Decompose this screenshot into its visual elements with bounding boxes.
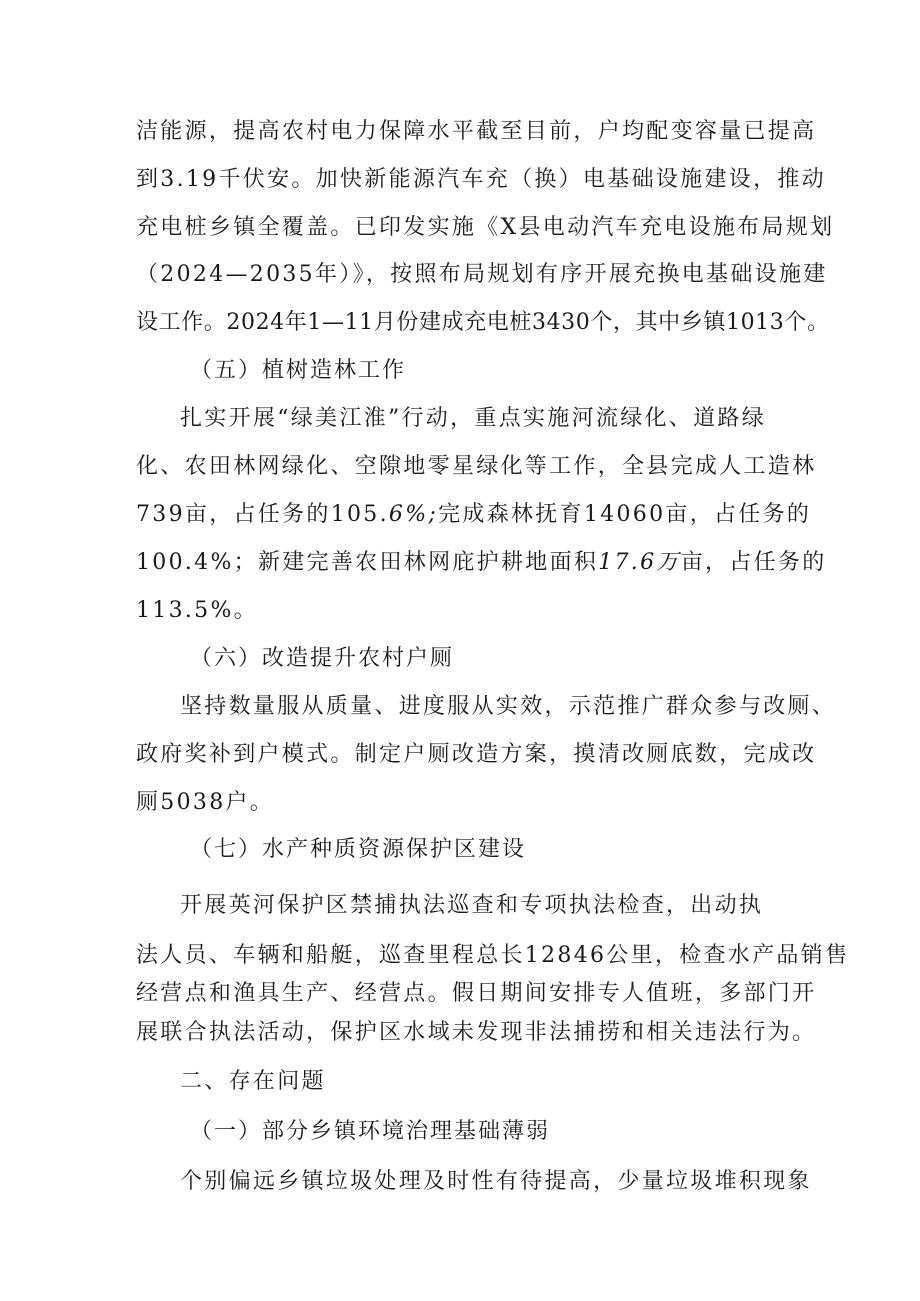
section-heading: （七）水产种质资源保护区建设 [190,837,527,862]
paragraph-line: 洁能源，提高农村电力保障水平截至目前，户均配变容量已提高 [136,119,817,144]
paragraph-line: 充电桩乡镇全覆盖。已印发实施《X县电动汽车充电设施布局规划 [136,215,835,240]
text-run: 完成森林抚育14060亩，占任务的 [438,502,812,527]
paragraph-line: （2024—2035年）》，按照布局规划有序开展充换电基础设施建 [136,262,828,287]
text-run: 739亩，占任务的105. [136,502,389,527]
paragraph-line: 厕5038户。 [136,790,275,815]
paragraph-line: 扎实开展“绿美江淮”行动，重点实施河流绿化、道路绿 [180,406,766,431]
paragraph-line: 政府奖补到户模式。制定户厕改造方案，摸清改厕底数，完成改 [136,742,817,767]
paragraph-line: 个别偏远乡镇垃圾处理及时性有待提高，少量垃圾堆积现象 [180,1169,812,1194]
paragraph-line: 开展英河保护区禁捕执法巡查和专项执法检查，出动执 [180,893,764,918]
paragraph-line: 法人员、车辆和船艇，巡查里程总长12846公里，检查水产品销售 [136,943,850,968]
section-heading: （五）植树造林工作 [190,358,407,383]
paragraph-line: 坚持数量服从质量、进度服从实效，示范推广群众参与改厕、 [180,694,837,719]
section-heading: （六）改造提升农村户厕 [190,646,455,671]
paragraph-line: 113.5%。 [136,598,258,623]
text-run-italic: 6%; [388,502,439,527]
paragraph-line: 经营点和渔具生产、经营点。假日期间安排专人值班，多部门开 [136,981,817,1006]
paragraph-line [136,500,811,530]
paragraph-line: 化、农田林网绿化、空隙地零星绿化等工作，全县完成人工造林 [136,454,817,479]
section-heading: （一）部分乡镇环境治理基础薄弱 [190,1119,551,1144]
text-run: 100.4%；新建完善农田林网庇护耕地面积 [136,550,599,575]
text-run-italic: 17.6万 [598,550,681,575]
paragraph-line: 设工作。2024年1—11月份建成充电桩3430个，其中乡镇1013个。 [136,310,830,335]
chapter-heading: 二、存在问题 [180,1069,326,1094]
text-run: 亩，占任务的 [680,550,827,575]
paragraph-line: 到3.19千伏安。加快新能源汽车充（换）电基础设施建设，推动 [136,167,826,192]
paragraph-line [136,548,827,578]
paragraph-line: 展联合执法活动，保护区水域未发现非法捕捞和相关违法行为。 [136,1020,817,1045]
